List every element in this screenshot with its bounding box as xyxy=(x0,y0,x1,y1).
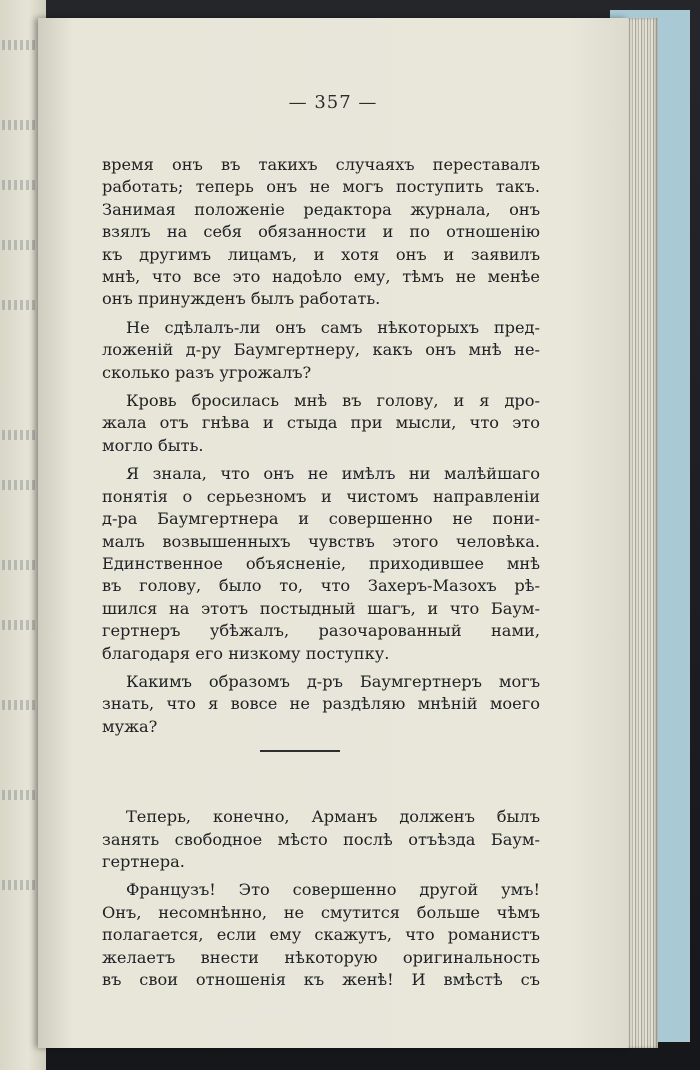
paragraph xyxy=(102,463,540,665)
text-line: ложеній д-ру Баумгертнеру, какъ онъ мнѣ не- xyxy=(102,340,540,360)
text-line: въ свои отношенія къ женѣ! И вмѣстѣ съ xyxy=(102,970,540,989)
text-line: шился на этотъ постыдный шагъ, и что Баум- xyxy=(102,598,540,618)
text-line: мнѣ, что все это надоѣло ему, тѣмъ не менѣе xyxy=(102,267,540,287)
book-page xyxy=(38,18,628,1048)
text-line: Онъ, несомнѣнно, не смутится больше чѣмъ xyxy=(102,902,540,922)
text-line: гертнера. xyxy=(102,851,185,871)
text-line: знать, что я вовсе не раздѣляю мнѣній моего xyxy=(102,694,540,714)
text-line: Я знала, что онъ не имѣлъ ни малѣйшаго xyxy=(126,464,540,484)
text-line: благодаря его низкому поступку. xyxy=(102,643,390,663)
text-line: гертнеръ убѣжалъ, разочарованный нами, xyxy=(102,621,540,641)
text-line: сколько разъ угрожалъ? xyxy=(102,362,312,382)
paragraph xyxy=(102,154,540,311)
text-line: Не сдѣлалъ-ли онъ самъ нѣкоторыхъ пред- xyxy=(126,317,540,337)
text-line: малъ возвышенныхъ чувствъ этого человѣка. xyxy=(102,531,540,551)
paragraph xyxy=(102,879,540,991)
text-line: д-ра Баумгертнера и совершенно не пони- xyxy=(102,509,540,529)
text-line: въ голову, было то, что Захеръ-Мазохъ рѣ- xyxy=(102,576,540,596)
text-line: Кровь бросилась мнѣ въ голову, и я дро- xyxy=(126,391,540,411)
text-line: Занимая положеніе редактора журнала, онъ xyxy=(102,199,540,219)
text-line: Теперь, конечно, Арманъ долженъ былъ xyxy=(126,807,540,827)
text-line: онъ принужденъ былъ работать. xyxy=(102,289,381,309)
text-line: работать; теперь онъ не могъ поступить такъ. xyxy=(102,177,540,197)
text-line: Какимъ образомъ д-ръ Баумгертнеръ могъ xyxy=(126,671,540,691)
text-line: къ другимъ лицамъ, и хотя онъ и заявилъ xyxy=(102,244,540,264)
text-line: занять свободное мѣсто послѣ отъѣзда Баум- xyxy=(102,829,540,849)
paragraph xyxy=(102,671,540,738)
text-line: могло быть. xyxy=(102,435,204,455)
divider-rule xyxy=(260,750,340,752)
text-line: мужа? xyxy=(102,716,158,736)
paragraph xyxy=(102,390,540,457)
text-line: полагается, если ему скажутъ, что романистъ xyxy=(102,925,540,945)
text-line: время онъ въ такихъ случаяхъ переставалъ xyxy=(102,155,540,174)
text-line: Французъ! Это совершенно другой умъ! xyxy=(126,880,540,900)
text-line: Единственное объясненіе, приходившее мнѣ xyxy=(102,553,540,573)
page-text xyxy=(102,154,540,991)
text-line: взялъ на себя обязанности и по отношенію xyxy=(102,222,540,242)
text-line: желаетъ внести нѣкоторую оригинальность xyxy=(102,947,540,967)
paragraph xyxy=(102,806,540,873)
section-break xyxy=(102,738,540,806)
paragraph xyxy=(102,317,540,384)
page-number: — 357 — xyxy=(288,92,378,113)
text-line: понятія о серьезномъ и чистомъ направленіи xyxy=(102,486,540,506)
text-line: жала отъ гнѣва и стыда при мысли, что это xyxy=(102,413,540,433)
